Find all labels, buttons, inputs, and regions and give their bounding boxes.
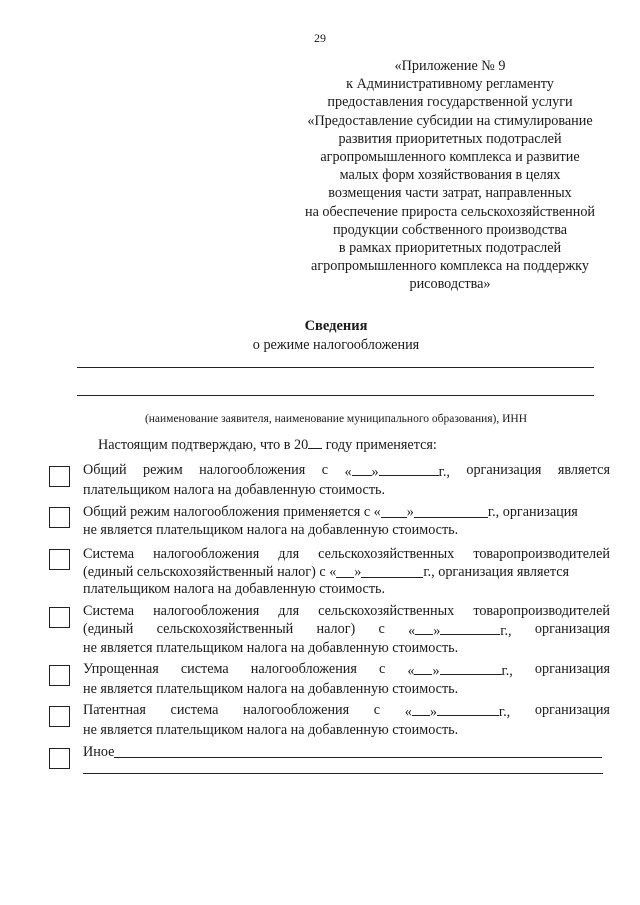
word: организация	[534, 702, 610, 718]
option-usn	[83, 661, 610, 698]
other-label: Иное	[83, 744, 115, 760]
quote-open: «	[404, 704, 412, 720]
intro-text	[98, 436, 437, 454]
quote-close: »	[406, 504, 414, 520]
quote-close: »	[433, 622, 441, 639]
day-field[interactable]	[412, 702, 430, 716]
word: товаропроизводителей	[473, 603, 610, 619]
word: с	[321, 462, 329, 478]
word: Общий	[83, 462, 127, 478]
option-general-vat-payer	[83, 462, 610, 499]
year-suffix: г.,	[498, 704, 511, 720]
word: сельскохозяйственных	[318, 603, 455, 619]
option-text: г., организация является	[423, 563, 570, 580]
word: налогообложения	[153, 546, 260, 562]
word: режим	[142, 462, 183, 478]
option-esn-vat-payer	[83, 546, 610, 599]
appendix-line: продукции собственного производства	[332, 221, 568, 238]
quote-close: »	[354, 563, 362, 580]
word: организация	[534, 661, 610, 677]
word: (единый	[83, 620, 134, 637]
option-line: не является плательщиком налога на добавленную стоимость.	[83, 680, 459, 697]
option-text: г., организация	[487, 504, 578, 520]
appendix-line: возмещения части затрат, направленных	[328, 185, 572, 202]
appendix-line: развития приоритетных подотраслей	[338, 130, 562, 147]
applicant-caption: (наименование заявителя, наименование муниципального образования), ИНН	[144, 413, 528, 425]
word: сельскохозяйственных	[318, 546, 455, 562]
document-subtitle: о режиме налогообложения	[252, 337, 420, 353]
quote-close: »	[432, 663, 440, 679]
word: товаропроизводителей	[473, 546, 610, 562]
date-field	[405, 702, 511, 722]
year-suffix: г.,	[500, 622, 512, 639]
word: налогообложения	[243, 702, 350, 718]
word: для	[278, 546, 300, 562]
day-field[interactable]	[381, 504, 407, 518]
appendix-line: предоставления государственной услуги	[327, 94, 573, 111]
intro-before: Настоящим подтверждаю, что в 20	[98, 437, 309, 453]
quote-close: »	[371, 464, 379, 480]
checkbox-other[interactable]	[49, 748, 70, 769]
appendix-line: малых форм хозяйствования в целях	[339, 167, 561, 184]
appendix-line: агропромышленного комплекса на поддержку	[311, 258, 589, 275]
appendix-line: агропромышленного комплекса и развитие	[320, 149, 580, 166]
word: налог)	[316, 620, 356, 637]
year-suffix: г.,	[438, 464, 450, 480]
intro-after: году применяется:	[322, 437, 437, 453]
other-input-line-1[interactable]	[114, 744, 602, 758]
checkbox-general-non-vat[interactable]	[49, 507, 70, 528]
option-other	[83, 744, 610, 762]
month-year-field[interactable]	[437, 702, 499, 716]
option-line: плательщиком налога на добавленную стоимость.	[83, 581, 386, 598]
year-suffix: г.,	[501, 663, 513, 679]
appendix-line: к Административному регламенту	[346, 76, 554, 93]
word: система	[180, 661, 229, 677]
checkbox-general-vat-payer[interactable]	[49, 466, 70, 487]
word: Система	[83, 546, 135, 562]
word: налогообложения	[153, 603, 260, 619]
word: Система	[83, 603, 135, 619]
month-year-field[interactable]	[440, 661, 502, 675]
day-field[interactable]	[352, 462, 372, 476]
month-year-field[interactable]	[414, 504, 488, 518]
checkbox-usn[interactable]	[49, 665, 70, 686]
option-line: плательщиком налога на добавленную стоимость.	[83, 481, 386, 498]
word: для	[278, 603, 300, 619]
option-text: Общий режим налогообложения применяется с «	[83, 504, 381, 520]
word: сельскохозяйственный	[156, 620, 294, 637]
year-field[interactable]	[308, 436, 322, 449]
option-line: не является плательщиком налога на добавленную стоимость.	[83, 721, 459, 738]
word: Упрощенная	[83, 661, 159, 677]
appendix-line: «Приложение № 9	[394, 58, 506, 74]
checkbox-esn-vat-payer[interactable]	[49, 549, 70, 570]
option-patent	[83, 702, 610, 739]
option-text: (единый сельскохозяйственный налог) с «	[83, 563, 337, 580]
appendix-line: «Предоставление субсидии на стимулирование	[307, 112, 593, 129]
page-number: 29	[314, 31, 326, 45]
day-field[interactable]	[415, 621, 433, 635]
checkbox-patent[interactable]	[49, 706, 70, 727]
appendix-line: рисоводства»	[409, 276, 491, 293]
word: с	[378, 620, 385, 637]
appendix-line: в рамках приоритетных подотраслей	[338, 240, 562, 257]
applicant-name-line-2[interactable]	[77, 395, 594, 396]
word: с	[378, 661, 386, 677]
date-field	[407, 661, 513, 681]
option-esn-non-vat	[83, 603, 610, 658]
month-year-field[interactable]	[440, 621, 500, 635]
month-year-field[interactable]	[361, 564, 423, 578]
day-field[interactable]	[336, 564, 354, 578]
appendix-header	[290, 57, 610, 294]
other-input-line-2[interactable]	[83, 773, 603, 774]
word: организация	[534, 620, 610, 637]
date-field	[344, 462, 450, 482]
word: является	[557, 462, 610, 478]
quote-open: «	[408, 622, 416, 639]
word: налогообложения	[199, 462, 306, 478]
word: организация	[466, 462, 542, 478]
option-line: не является плательщиком налога на добавленную стоимость.	[83, 640, 459, 657]
date-field	[408, 621, 512, 641]
quote-open: «	[407, 663, 415, 679]
option-general-non-vat	[83, 504, 610, 539]
document-title: Сведения	[304, 318, 368, 334]
quote-open: «	[344, 464, 352, 480]
word: Патентная	[83, 702, 146, 718]
day-field[interactable]	[414, 661, 432, 675]
option-line: не является плательщиком налога на добавленную стоимость.	[83, 521, 459, 538]
quote-close: »	[429, 704, 437, 720]
word: с	[373, 702, 381, 718]
appendix-line: на обеспечение прироста сельскохозяйственной	[304, 203, 596, 220]
applicant-name-line-1[interactable]	[77, 367, 594, 368]
checkbox-esn-non-vat[interactable]	[49, 607, 70, 628]
word: система	[170, 702, 219, 718]
word: налогообложения	[250, 661, 357, 677]
month-year-field[interactable]	[379, 462, 439, 476]
